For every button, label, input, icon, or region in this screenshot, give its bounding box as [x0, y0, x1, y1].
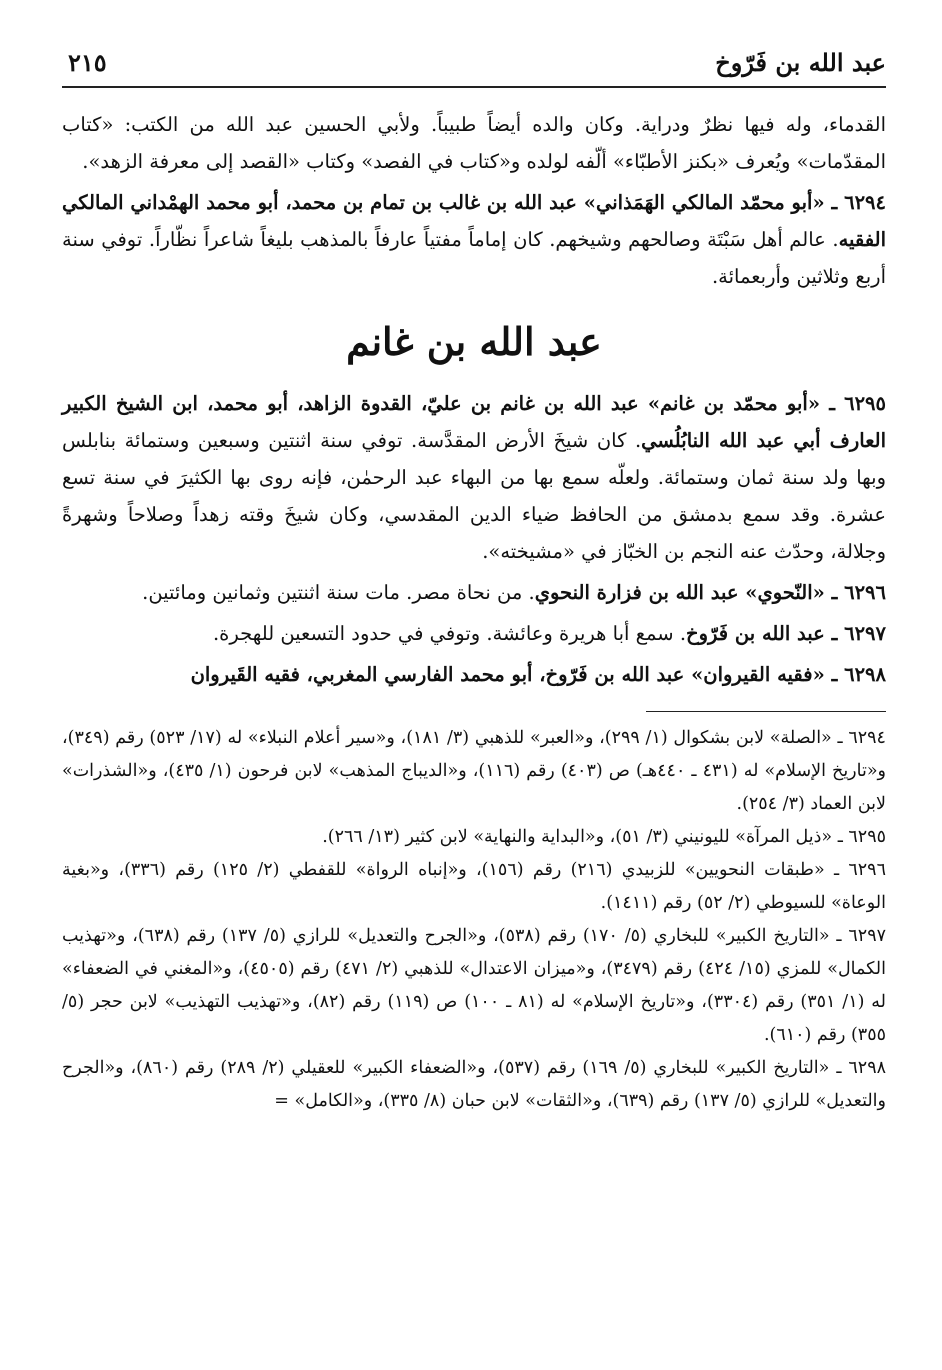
entry-heading: ٦٢٩٦ ـ «النّحوي» عبد الله بن فزارة النحوي — [534, 581, 886, 604]
entry-heading: ٦٢٩٥ ـ «أبو محمّد بن غانم» عبد الله بن غانم بن عليّ، القدوة الزاهد، أبو محمد، ابن الشيخ الكبير العارف أبي عبد الله النابُلُسي — [62, 392, 886, 452]
entry-6295 — [62, 385, 886, 570]
entry-6297 — [62, 615, 886, 652]
footnote-6296: ٦٢٩٦ ـ «طبقات النحويين» للزبيدي (٢١٦) رقم (١٥٦)، و«إنباه الرواة» للقفطي (٢/ ١٢٥) رقم (٣٣٦)، و«بغية الوعاة» للسيوطي (٢/ ٥٢) رقم (١٤١١). — [62, 860, 886, 913]
footnote-6297: ٦٢٩٧ ـ «التاريخ الكبير» للبخاري (٥/ ١٧٠) رقم (٥٣٨)، و«الجرح والتعديل» للرازي (٥/ ١٣٧) رقم (٦٣٨)، و«تهذيب الكمال» للمزي (١٥/ ٤٢٤) رقم (٣٤٧٩)، و«ميزان الاعتدال» للذهبي (٢/ ٤٧١) رقم (٤٥٠٥)، و«المغني في الضعفاء» له (١/ ٣٥١) رقم (٣٣٠٤)، و«تاريخ الإسلام» له (٨١ ـ ١٠٠) ص (١١٩) رقم (٨٢)، و«تهذيب التهذيب» لابن حجر (٥/ ٣٥٥) رقم (٦١٠). — [62, 926, 886, 1045]
entry-6298 — [62, 656, 886, 693]
entry-text: . من نحاة مصر. مات سنة اثنتين وثمانين ومائتين. — [142, 581, 535, 604]
footnote-divider — [646, 711, 886, 712]
entry-heading: ٦٢٩٤ ـ «أبو محمّد المالكي الهَمَذاني» عبد الله بن غالب بن تمام بن محمد، أبو محمد الهمْداني المالكي الفقيه — [62, 191, 886, 251]
footnote-6295: ٦٢٩٥ ـ «ذيل المرآة» لليونيني (٣/ ٥١)، و«البداية والنهاية» لابن كثير (١٣/ ٢٦٦). — [322, 827, 886, 847]
page-header — [62, 40, 886, 88]
entry-text: . عالم أهل سَبْتَة وصالحهم وشيخهم. كان إماماً مفتياً عارفاً بالمذهب بليغاً شاعراً نظّاراً. توفي سنة أربع وثلاثين وأربعمائة. — [62, 228, 886, 288]
footnote-6294: ٦٢٩٤ ـ «الصلة» لابن بشكوال (١/ ٢٩٩)، و«العبر» للذهبي (٣/ ١٨١)، و«سير أعلام النبلاء» له (١٧/ ٥٢٣) رقم (٣٤٩)، و«تاريخ الإسلام» له (٤٣١ ـ ٤٤٠هـ) ص (٤٠٣) رقم (١١٦)، و«الديباج المذهب» لابن فرحون (١/ ٤٣٥)، و«الشذرات» لابن العماد (٣/ ٢٥٤). — [62, 728, 886, 814]
entry-heading: ٦٢٩٨ ـ «فقيه القيروان» عبد الله بن فَرّوخ، أبو محمد الفارسي المغربي، فقيه القَيروان — [190, 663, 886, 686]
main-text — [62, 106, 886, 693]
entry-text: . سمع أبا هريرة وعائشة. وتوفي في حدود التسعين للهجرة. — [212, 622, 687, 645]
footnotes — [62, 722, 886, 1118]
page-number: ٢١٥ — [68, 48, 107, 77]
entry-6294 — [62, 184, 886, 295]
entry-text: . كان شيخَ الأرض المقدَّسة. توفي سنة اثنتين وسبعين وستمائة بنابلس وبها ولد سنة ثمان وستمائة. ولعلّه سمع بها من البهاء عبد الرحمٰن، فإنه روى بها الكثيرَ في سنة تسع عشرة. وقد سمع بدمشق من الحافظ ضياء الدين المقدسي، وكان شيخَ وقته زهداً وصلاحاً وشهرةً وجلالة، وحدّث عنه النجم بن الخبّاز في «مشيخته». — [62, 429, 886, 563]
running-title: عبد الله بن فَرّوخ — [715, 48, 886, 77]
entry-heading: ٦٢٩٧ ـ عبد الله بن فَرّوخ — [686, 622, 886, 645]
book-page — [62, 40, 886, 1118]
entry-6296 — [62, 574, 886, 611]
footnote-6298: ٦٢٩٨ ـ «التاريخ الكبير» للبخاري (٥/ ١٦٩) رقم (٥٣٧)، و«الضعفاء الكبير» للعقيلي (٢/ ٢٨٩) رقم (٨٦٠)، و«الجرح والتعديل» للرازي (٥/ ١٣٧) رقم (٦٣٩)، و«الثقات» لابن حبان (٨/ ٣٣٥)، و«الكامل» = — [62, 1058, 886, 1111]
continued-paragraph: القدماء، وله فيها نظرٌ ودراية. وكان والده أيضاً طبيباً. ولأبي الحسين عبد الله من الكتب: «كتاب المقدّمات» ويُعرف «بكنز الأطبّاء» ألّفه لولده و«كتاب في الفصد» وكتاب «القصد إلى معرفة الزهد». — [62, 113, 886, 173]
section-title: عبد الله بن غانم — [346, 319, 602, 364]
